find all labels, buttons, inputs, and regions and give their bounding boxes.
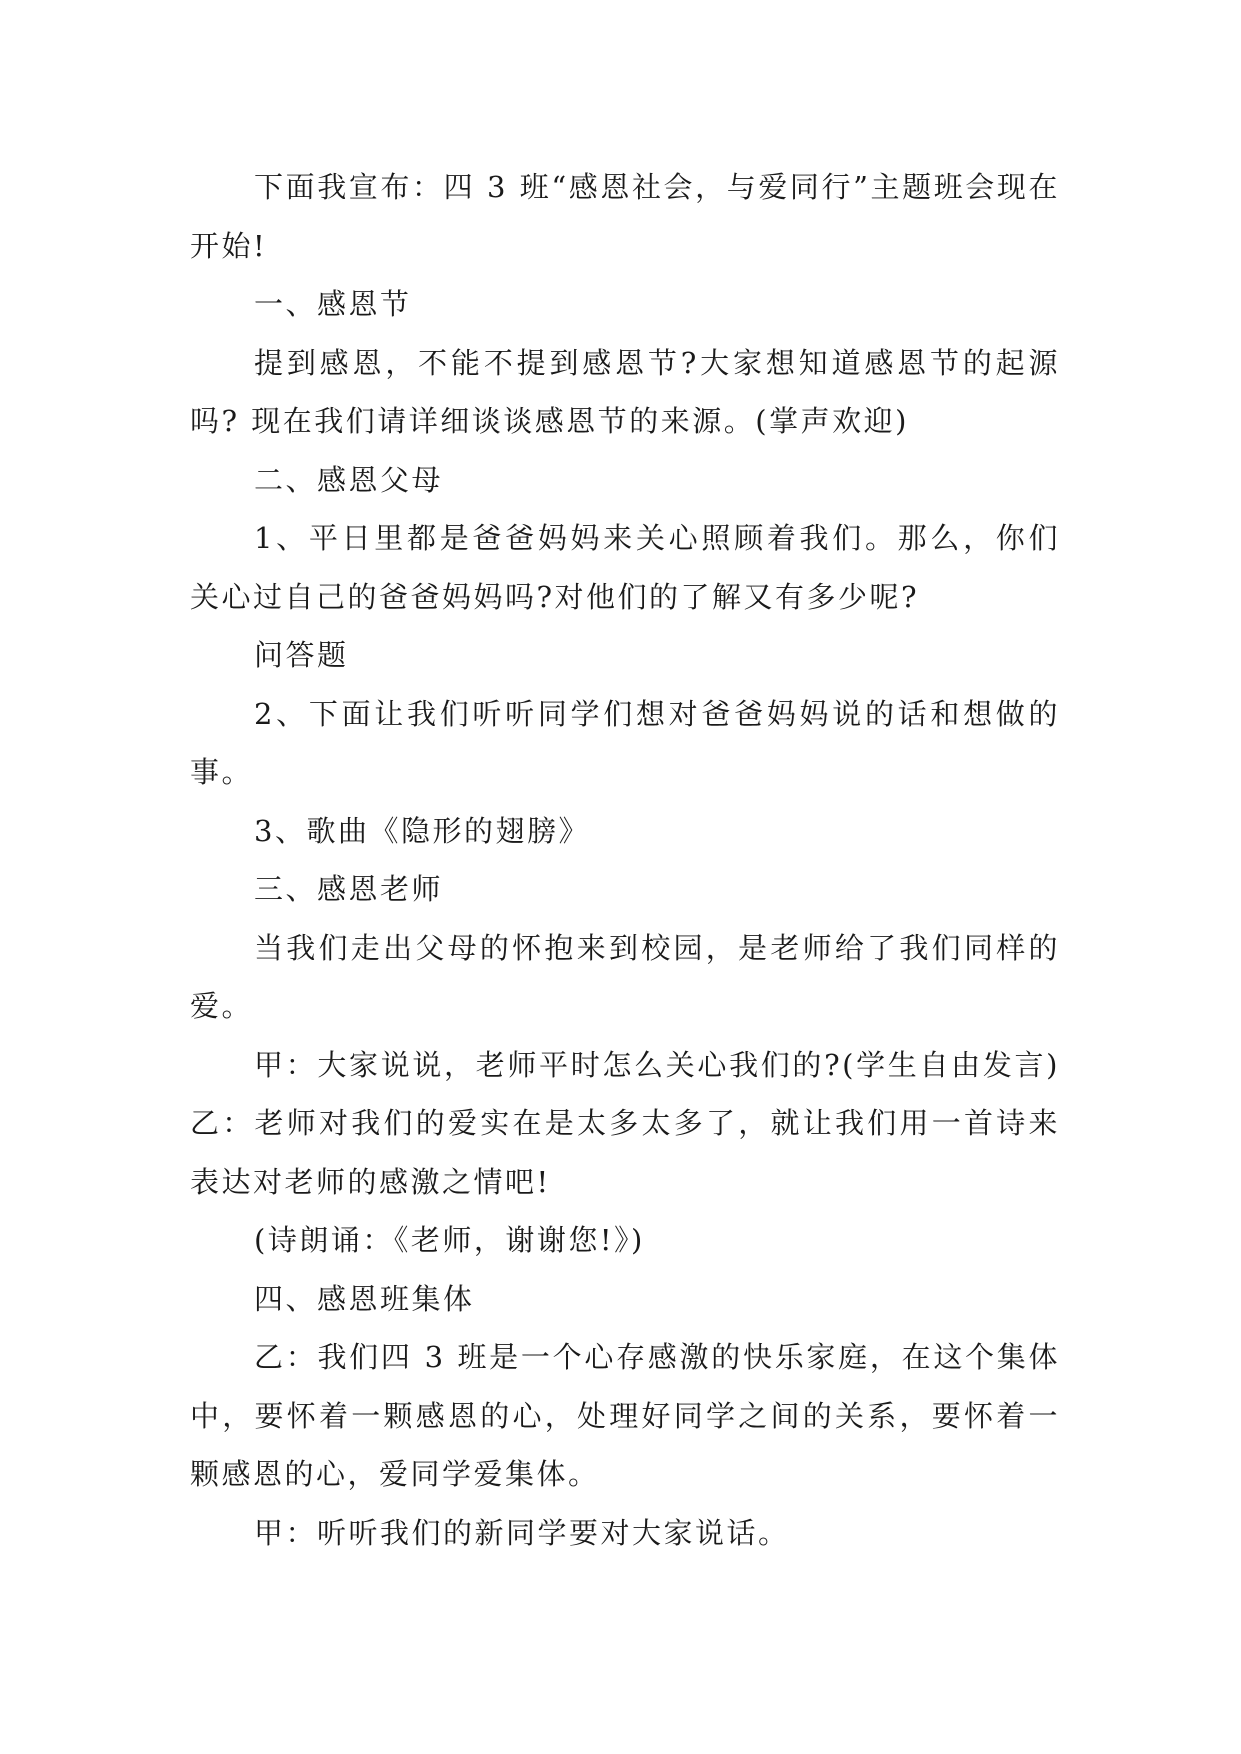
paragraph-words-to-parents: 2、下面让我们听听同学们想对爸爸妈妈说的话和想做的事。 bbox=[190, 696, 1060, 789]
paragraph-song: 3、歌曲《隐形的翅膀》 bbox=[254, 813, 590, 848]
document-body bbox=[190, 158, 1060, 1562]
paragraph-quiz: 问答题 bbox=[254, 638, 349, 672]
paragraph-new-classmates: 甲：听听我们的新同学要对大家说话。 bbox=[254, 1515, 790, 1550]
section-heading-parents: 二、感恩父母 bbox=[254, 462, 444, 497]
section-heading-thanksgiving: 一、感恩节 bbox=[254, 287, 412, 321]
paragraph-parents-care: 1、平日里都是爸爸妈妈来关心照顾着我们。那么，你们关心过自己的爸爸妈妈吗?对他们的了解又有多少呢? bbox=[190, 521, 1060, 614]
paragraph-dialogue-teachers: 甲：大家说说，老师平时怎么关心我们的?(学生自由发言) 乙：老师对我们的爱实在是太多太多了，就让我们用一首诗来表达对老师的感激之情吧! bbox=[190, 1047, 1060, 1199]
section-heading-teachers: 三、感恩老师 bbox=[254, 872, 444, 906]
paragraph-thanksgiving-origin: 提到感恩，不能不提到感恩节?大家想知道感恩节的起源吗? 现在我们请详细谈谈感恩节的来源。(掌声欢迎) bbox=[190, 345, 1060, 438]
paragraph-poem-recital: (诗朗诵：《老师，谢谢您!》) bbox=[254, 1223, 645, 1257]
paragraph-class-family: 乙：我们四 3 班是一个心存感激的快乐家庭，在这个集体中，要怀着一颗感恩的心，处理好同学之间的关系，要怀着一颗感恩的心，爱同学爱集体。 bbox=[190, 1340, 1060, 1491]
paragraph-teachers-love: 当我们走出父母的怀抱来到校园，是老师给了我们同样的爱。 bbox=[190, 930, 1060, 1023]
paragraph-announcement: 下面我宣布：四 3 班“感恩社会，与爱同行”主题班会现在开始! bbox=[190, 170, 1060, 263]
section-heading-class: 四、感恩班集体 bbox=[254, 1281, 475, 1316]
